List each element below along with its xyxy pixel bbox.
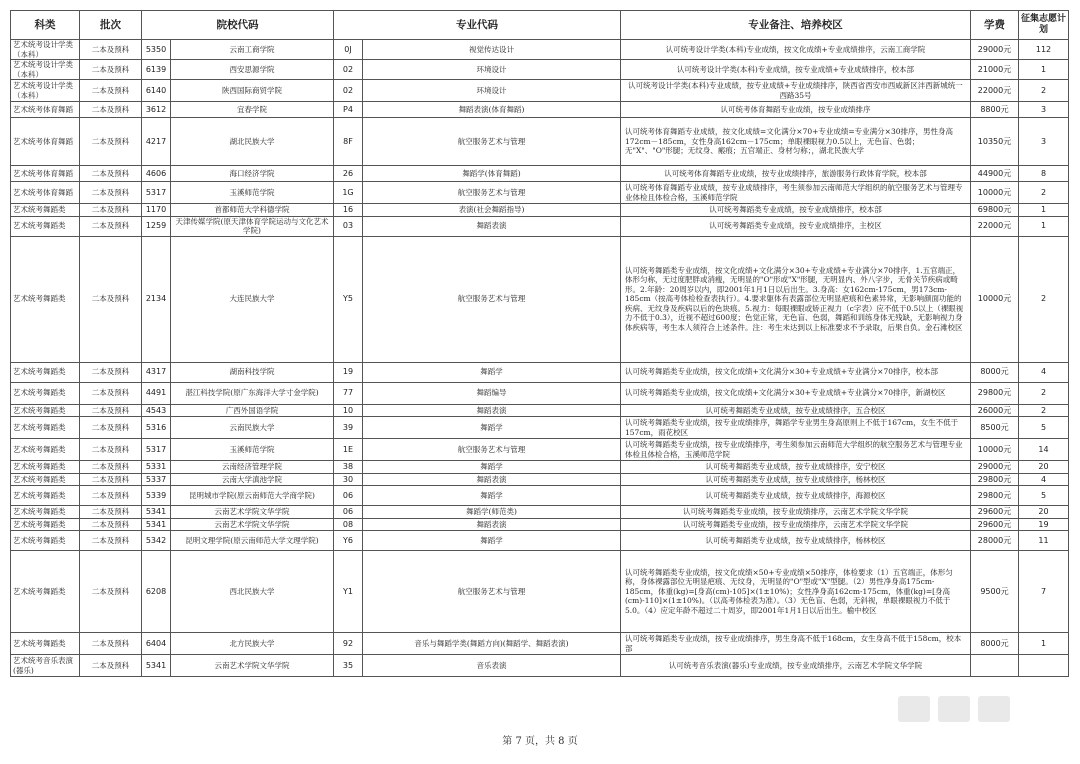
notes-cell: 认可统考舞蹈类专业成绩，按文化成绩+文化满分×30+专业成绩+专业满分×70排序，1.五官端正，体形匀称，无过度肥胖或消瘦，无明显的"O"形或"X"形腿，无明显内、外八字步，无骨关节疾病或畸形。2.年龄：20周岁以内，即2001年1月1日以后出生。3.身高：女162cm-175cm，男173cm-185cm（按高考体检检查表执行）。4.要求躯体有表露部位无明显疤痕和色素异常，无影响颜面功能的疾病、无纹身及疾病以后的色块痕。5.视力：每眼裸眼或矫正视力（c字表）应不低于0.5以上（裸眼视力不低于0.3），近视不超过600度；色觉正常，无色盲、色弱，舞蹈和训练身体无残缺，无影响视力身体疾病等，考生本人须符合上述条件。注：考生未达到以上标准要求不予录取，后果自负。金石滩校区 — [621, 236, 971, 362]
category-cell: 艺术统考设计学类（本科） — [11, 40, 80, 60]
school-name-cell: 云南经济管理学院 — [171, 461, 334, 474]
admission-table-sheet — [10, 10, 1068, 677]
category-cell: 艺术统考舞蹈类 — [11, 506, 80, 519]
major-code-cell: 08 — [334, 518, 363, 531]
school-code-cell: 5316 — [142, 417, 171, 439]
table-row — [11, 102, 1069, 118]
table-row — [11, 518, 1069, 531]
table-row — [11, 166, 1069, 182]
school-name-cell: 湖南科技学院 — [171, 362, 334, 382]
table-row — [11, 439, 1069, 461]
school-code-cell: 5341 — [142, 506, 171, 519]
school-name-cell: 湛江科技学院(原广东海洋大学寸金学院) — [171, 382, 334, 404]
school-code-cell: 5341 — [142, 655, 171, 677]
major-code-cell: 06 — [334, 486, 363, 506]
school-code-cell: 4217 — [142, 118, 171, 166]
school-code-cell: 1259 — [142, 216, 171, 236]
page-footer: 第 7 页，共 8 页 — [502, 736, 578, 747]
major-name-cell: 舞蹈编导 — [363, 382, 621, 404]
batch-cell: 二本及预科 — [80, 40, 142, 60]
school-name-cell: 湖北民族大学 — [171, 118, 334, 166]
school-code-cell: 1170 — [142, 204, 171, 217]
major-code-cell: 26 — [334, 166, 363, 182]
fee-cell: 10350元 — [971, 118, 1019, 166]
table-row — [11, 60, 1069, 80]
major-code-cell: 30 — [334, 473, 363, 486]
fee-cell: 8000元 — [971, 362, 1019, 382]
school-name-cell: 云南大学滇池学院 — [171, 473, 334, 486]
header-category: 科类 — [11, 11, 80, 40]
table-row — [11, 236, 1069, 362]
major-code-cell: 03 — [334, 216, 363, 236]
school-name-cell: 玉溪师范学院 — [171, 182, 334, 204]
category-cell: 艺术统考舞蹈类 — [11, 518, 80, 531]
school-name-cell: 昆明城市学院(原云南师范大学商学院) — [171, 486, 334, 506]
major-code-cell: Y1 — [334, 551, 363, 633]
table-row — [11, 362, 1069, 382]
category-cell: 艺术统考舞蹈类 — [11, 461, 80, 474]
school-name-cell: 云南艺术学院文华学院 — [171, 655, 334, 677]
plan-cell — [1019, 655, 1069, 677]
major-code-cell: 06 — [334, 506, 363, 519]
school-code-cell: 2134 — [142, 236, 171, 362]
school-name-cell: 宜春学院 — [171, 102, 334, 118]
table-row — [11, 404, 1069, 417]
fee-cell: 29600元 — [971, 506, 1019, 519]
fee-cell: 10000元 — [971, 236, 1019, 362]
school-code-cell: 5339 — [142, 486, 171, 506]
major-name-cell: 舞蹈学 — [363, 461, 621, 474]
major-code-cell: 35 — [334, 655, 363, 677]
school-code-cell: 5317 — [142, 182, 171, 204]
category-cell: 艺术统考舞蹈类 — [11, 404, 80, 417]
major-code-cell: 1G — [334, 182, 363, 204]
fee-cell: 44900元 — [971, 166, 1019, 182]
major-name-cell: 环境设计 — [363, 60, 621, 80]
plan-cell: 112 — [1019, 40, 1069, 60]
category-cell: 艺术统考音乐表演(器乐) — [11, 655, 80, 677]
notes-cell: 认可统考舞蹈类专业成绩，按专业成绩排序，五合校区 — [621, 404, 971, 417]
fee-cell: 21000元 — [971, 60, 1019, 80]
school-code-cell: 6139 — [142, 60, 171, 80]
category-cell: 艺术统考设计学类（本科） — [11, 80, 80, 102]
category-cell: 艺术统考舞蹈类 — [11, 362, 80, 382]
batch-cell: 二本及预科 — [80, 655, 142, 677]
header-fee: 学费 — [971, 11, 1019, 40]
table-row — [11, 80, 1069, 102]
school-name-cell: 海口经济学院 — [171, 166, 334, 182]
school-code-cell: 5337 — [142, 473, 171, 486]
fee-cell: 69800元 — [971, 204, 1019, 217]
plan-cell: 1 — [1019, 60, 1069, 80]
batch-cell: 二本及预科 — [80, 236, 142, 362]
major-name-cell: 表演(社会舞蹈指导) — [363, 204, 621, 217]
notes-cell: 认可统考音乐表演(器乐)专业成绩，按专业成绩排序，云南艺术学院文华学院 — [621, 655, 971, 677]
category-cell: 艺术统考舞蹈类 — [11, 236, 80, 362]
fee-cell: 29800元 — [971, 473, 1019, 486]
notes-cell: 认可统考舞蹈类专业成绩，按专业成绩排序，海源校区 — [621, 486, 971, 506]
notes-cell: 认可统考舞蹈类专业成绩，按专业成绩排序，云南艺术学院文华学院 — [621, 518, 971, 531]
major-code-cell: 39 — [334, 417, 363, 439]
plan-cell: 4 — [1019, 362, 1069, 382]
plan-cell: 4 — [1019, 473, 1069, 486]
header-plan: 征集志愿计划 — [1019, 11, 1069, 40]
category-cell: 艺术统考设计学类（本科） — [11, 60, 80, 80]
school-code-cell: 3612 — [142, 102, 171, 118]
major-name-cell: 航空服务艺术与管理 — [363, 182, 621, 204]
fee-cell: 26000元 — [971, 404, 1019, 417]
table-body — [11, 40, 1069, 677]
notes-cell: 认可统考舞蹈类专业成绩，按专业成绩排序，安宁校区 — [621, 461, 971, 474]
plan-cell: 7 — [1019, 551, 1069, 633]
admission-table — [10, 10, 1069, 677]
category-cell: 艺术统考体育舞蹈 — [11, 118, 80, 166]
major-name-cell: 舞蹈表演 — [363, 518, 621, 531]
major-name-cell: 舞蹈学 — [363, 486, 621, 506]
notes-cell: 认可统考舞蹈类专业成绩，按专业成绩排序，男生身高不低于168cm，女生身高不低于158cm，校本部 — [621, 633, 971, 655]
school-code-cell: 5317 — [142, 439, 171, 461]
batch-cell: 二本及预科 — [80, 551, 142, 633]
plan-cell: 5 — [1019, 417, 1069, 439]
major-name-cell: 舞蹈学 — [363, 417, 621, 439]
batch-cell: 二本及预科 — [80, 118, 142, 166]
plan-cell: 2 — [1019, 80, 1069, 102]
plan-cell: 20 — [1019, 506, 1069, 519]
table-row — [11, 40, 1069, 60]
fee-cell: 8000元 — [971, 633, 1019, 655]
school-name-cell: 大连民族大学 — [171, 236, 334, 362]
notes-cell: 认可统考舞蹈类专业成绩，按专业成绩排序，云南艺术学院文华学院 — [621, 506, 971, 519]
school-code-cell: 5331 — [142, 461, 171, 474]
school-code-cell: 5350 — [142, 40, 171, 60]
school-name-cell: 西安思源学院 — [171, 60, 334, 80]
fee-cell: 8800元 — [971, 102, 1019, 118]
plan-cell: 3 — [1019, 102, 1069, 118]
notes-cell: 认可统考设计学类(本科)专业成绩，按专业成绩+专业成绩排序，陕西省西安市西咸新区沣西新城统一西路35号 — [621, 80, 971, 102]
school-name-cell: 云南工商学院 — [171, 40, 334, 60]
major-name-cell: 航空服务艺术与管理 — [363, 439, 621, 461]
major-name-cell: 舞蹈学 — [363, 362, 621, 382]
fee-cell: 10000元 — [971, 439, 1019, 461]
plan-cell: 14 — [1019, 439, 1069, 461]
school-code-cell: 4491 — [142, 382, 171, 404]
batch-cell: 二本及预科 — [80, 182, 142, 204]
school-code-cell: 4606 — [142, 166, 171, 182]
school-name-cell: 昆明文理学院(原云南师范大学文理学院) — [171, 531, 334, 551]
table-row — [11, 486, 1069, 506]
school-name-cell: 西北民族大学 — [171, 551, 334, 633]
plan-cell: 8 — [1019, 166, 1069, 182]
school-name-cell: 玉溪师范学院 — [171, 439, 334, 461]
batch-cell: 二本及预科 — [80, 417, 142, 439]
school-name-cell: 北方民族大学 — [171, 633, 334, 655]
batch-cell: 二本及预科 — [80, 80, 142, 102]
batch-cell: 二本及预科 — [80, 204, 142, 217]
category-cell: 艺术统考舞蹈类 — [11, 473, 80, 486]
plan-cell: 19 — [1019, 518, 1069, 531]
table-row — [11, 473, 1069, 486]
batch-cell: 二本及预科 — [80, 362, 142, 382]
batch-cell: 二本及预科 — [80, 506, 142, 519]
fee-cell: 29000元 — [971, 40, 1019, 60]
notes-cell: 认可统考体育舞蹈专业成绩，按专业成绩排序，旅游服务行政体育学院，校本部 — [621, 166, 971, 182]
school-code-cell: 5342 — [142, 531, 171, 551]
plan-cell: 1 — [1019, 216, 1069, 236]
major-code-cell: P4 — [334, 102, 363, 118]
plan-cell: 2 — [1019, 182, 1069, 204]
category-cell: 艺术统考舞蹈类 — [11, 216, 80, 236]
major-code-cell: 02 — [334, 80, 363, 102]
major-name-cell: 舞蹈表演 — [363, 473, 621, 486]
batch-cell: 二本及预科 — [80, 439, 142, 461]
category-cell: 艺术统考舞蹈类 — [11, 439, 80, 461]
notes-cell: 认可统考体育舞蹈专业成绩，按专业成绩排序，考生须参加云南师范大学组织的航空服务艺术与管理专业体检且体检合格，玉溪师范学院 — [621, 182, 971, 204]
table-row — [11, 417, 1069, 439]
school-name-cell: 广西外国语学院 — [171, 404, 334, 417]
school-name-cell: 陕西国际商贸学院 — [171, 80, 334, 102]
batch-cell: 二本及预科 — [80, 166, 142, 182]
school-code-cell: 4543 — [142, 404, 171, 417]
major-name-cell: 环境设计 — [363, 80, 621, 102]
fee-cell: 28000元 — [971, 531, 1019, 551]
notes-cell: 认可统考舞蹈类专业成绩，按文化成绩+文化满分×30+专业成绩+专业满分×70排序，校本部 — [621, 362, 971, 382]
major-code-cell: 16 — [334, 204, 363, 217]
fee-cell — [971, 655, 1019, 677]
category-cell: 艺术统考舞蹈类 — [11, 382, 80, 404]
plan-cell: 2 — [1019, 404, 1069, 417]
batch-cell: 二本及预科 — [80, 60, 142, 80]
header-notes: 专业备注、培养校区 — [621, 11, 971, 40]
notes-cell: 认可统考舞蹈类专业成绩，按专业成绩排序，杨林校区 — [621, 473, 971, 486]
fee-cell: 22000元 — [971, 80, 1019, 102]
fee-cell: 10000元 — [971, 182, 1019, 204]
notes-cell: 认可统考舞蹈类专业成绩，按专业成绩排序，舞蹈学专业男生身高原则上不低于167cm，女生不低于157cm，雨花校区 — [621, 417, 971, 439]
plan-cell: 3 — [1019, 118, 1069, 166]
fee-cell: 9500元 — [971, 551, 1019, 633]
category-cell: 艺术统考体育舞蹈 — [11, 182, 80, 204]
table-row — [11, 655, 1069, 677]
notes-cell: 认可统考舞蹈类专业成绩，按专业成绩排序，主校区 — [621, 216, 971, 236]
major-code-cell: 8F — [334, 118, 363, 166]
fee-cell: 29000元 — [971, 461, 1019, 474]
table-row — [11, 506, 1069, 519]
plan-cell: 2 — [1019, 382, 1069, 404]
header-batch: 批次 — [80, 11, 142, 40]
category-cell: 艺术统考舞蹈类 — [11, 417, 80, 439]
fee-cell: 29600元 — [971, 518, 1019, 531]
plan-cell: 11 — [1019, 531, 1069, 551]
notes-cell: 认可统考舞蹈类专业成绩，按文化成绩+文化满分×30+专业成绩+专业满分×70排序，新湖校区 — [621, 382, 971, 404]
major-name-cell: 航空服务艺术与管理 — [363, 236, 621, 362]
table-row — [11, 118, 1069, 166]
school-name-cell: 天津传媒学院(原天津体育学院运动与文化艺术学院) — [171, 216, 334, 236]
batch-cell: 二本及预科 — [80, 216, 142, 236]
major-name-cell: 视觉传达设计 — [363, 40, 621, 60]
school-code-cell: 6404 — [142, 633, 171, 655]
major-code-cell: 0J — [334, 40, 363, 60]
batch-cell: 二本及预科 — [80, 102, 142, 118]
major-code-cell: 1E — [334, 439, 363, 461]
school-code-cell: 6208 — [142, 551, 171, 633]
plan-cell: 2 — [1019, 236, 1069, 362]
fee-cell: 8500元 — [971, 417, 1019, 439]
school-name-cell: 云南艺术学院文华学院 — [171, 506, 334, 519]
table-row — [11, 204, 1069, 217]
watermark-logo — [898, 688, 1018, 730]
major-code-cell: 02 — [334, 60, 363, 80]
table-row — [11, 216, 1069, 236]
category-cell: 艺术统考舞蹈类 — [11, 551, 80, 633]
major-name-cell: 音乐与舞蹈学类(舞蹈方向)(舞蹈学、舞蹈表演) — [363, 633, 621, 655]
table-row — [11, 531, 1069, 551]
category-cell: 艺术统考体育舞蹈 — [11, 102, 80, 118]
plan-cell: 1 — [1019, 204, 1069, 217]
notes-cell: 认可统考舞蹈类专业成绩，按专业成绩排序，校本部 — [621, 204, 971, 217]
notes-cell: 认可统考体育舞蹈专业成绩，按文化成绩=文化满分×70+专业成绩=专业满分×30排序，男性身高172cm－185cm，女性身高162cm－175cm；单眼裸眼视力0.5以上，无色盲、色弱；无"X"、"O"形腿；无纹身、瘢痕；五官端正、身材匀称；，湖北民族大学 — [621, 118, 971, 166]
fee-cell: 22000元 — [971, 216, 1019, 236]
notes-cell: 认可统考设计学类(本科)专业成绩，按专业成绩+专业成绩排序，校本部 — [621, 60, 971, 80]
major-code-cell: 10 — [334, 404, 363, 417]
notes-cell: 认可统考舞蹈类专业成绩，按专业成绩排序，杨林校区 — [621, 531, 971, 551]
plan-cell: 20 — [1019, 461, 1069, 474]
major-name-cell: 舞蹈表演(体育舞蹈) — [363, 102, 621, 118]
batch-cell: 二本及预科 — [80, 531, 142, 551]
major-code-cell: 19 — [334, 362, 363, 382]
school-name-cell: 云南艺术学院文华学院 — [171, 518, 334, 531]
notes-cell: 认可统考体育舞蹈专业成绩，按专业成绩排序 — [621, 102, 971, 118]
school-name-cell: 首都师范大学科德学院 — [171, 204, 334, 217]
table-row — [11, 182, 1069, 204]
batch-cell: 二本及预科 — [80, 382, 142, 404]
major-code-cell: 38 — [334, 461, 363, 474]
header-school-code: 院校代码 — [142, 11, 334, 40]
table-row — [11, 382, 1069, 404]
major-name-cell: 舞蹈学(师范类) — [363, 506, 621, 519]
plan-cell: 1 — [1019, 633, 1069, 655]
major-name-cell: 音乐表演 — [363, 655, 621, 677]
category-cell: 艺术统考舞蹈类 — [11, 204, 80, 217]
plan-cell: 5 — [1019, 486, 1069, 506]
category-cell: 艺术统考舞蹈类 — [11, 531, 80, 551]
category-cell: 艺术统考舞蹈类 — [11, 633, 80, 655]
header-major-code: 专业代码 — [334, 11, 621, 40]
school-code-cell: 4317 — [142, 362, 171, 382]
major-name-cell: 舞蹈学 — [363, 531, 621, 551]
major-code-cell: 77 — [334, 382, 363, 404]
major-name-cell: 舞蹈表演 — [363, 216, 621, 236]
category-cell: 艺术统考体育舞蹈 — [11, 166, 80, 182]
batch-cell: 二本及预科 — [80, 518, 142, 531]
major-name-cell: 舞蹈学(体育舞蹈) — [363, 166, 621, 182]
major-name-cell: 舞蹈表演 — [363, 404, 621, 417]
table-row — [11, 551, 1069, 633]
notes-cell: 认可统考设计学类(本科)专业成绩，按文化成绩+专业成绩排序，云南工商学院 — [621, 40, 971, 60]
batch-cell: 二本及预科 — [80, 473, 142, 486]
fee-cell: 29800元 — [971, 382, 1019, 404]
table-row — [11, 633, 1069, 655]
category-cell: 艺术统考舞蹈类 — [11, 486, 80, 506]
school-name-cell: 云南民族大学 — [171, 417, 334, 439]
notes-cell: 认可统考舞蹈类专业成绩，按文化成绩×50+专业成绩×50排序，体检要求（1）五官端正，体形匀称，身体裸露部位无明显疤痕、无纹身，无明显的"O"型或"X"型腿。（2）男性净身高175cm-185cm，体重(kg)=[身高(cm)-105]×(1±10%)；女性净身高162cm-175cm，体重(kg)=[身高(cm)-110]×(1±10%)。（以高考体检表为准）。（3）无色盲、色弱，无斜视，单眼裸眼视力不低于5.0。（4）应定年龄不超过二十周岁，即2001年1月1日以后出生。榆中校区 — [621, 551, 971, 633]
major-name-cell: 航空服务艺术与管理 — [363, 551, 621, 633]
fee-cell: 29800元 — [971, 486, 1019, 506]
major-code-cell: Y6 — [334, 531, 363, 551]
batch-cell: 二本及预科 — [80, 486, 142, 506]
major-code-cell: 92 — [334, 633, 363, 655]
batch-cell: 二本及预科 — [80, 461, 142, 474]
school-code-cell: 6140 — [142, 80, 171, 102]
notes-cell: 认可统考舞蹈类专业成绩，按专业成绩排序，考生须参加云南师范大学组织的航空服务艺术与管理专业体检且体检合格，玉溪师范学院 — [621, 439, 971, 461]
table-header-row — [11, 11, 1069, 40]
school-code-cell: 5341 — [142, 518, 171, 531]
batch-cell: 二本及预科 — [80, 404, 142, 417]
major-code-cell: Y5 — [334, 236, 363, 362]
major-name-cell: 航空服务艺术与管理 — [363, 118, 621, 166]
batch-cell: 二本及预科 — [80, 633, 142, 655]
table-row — [11, 461, 1069, 474]
